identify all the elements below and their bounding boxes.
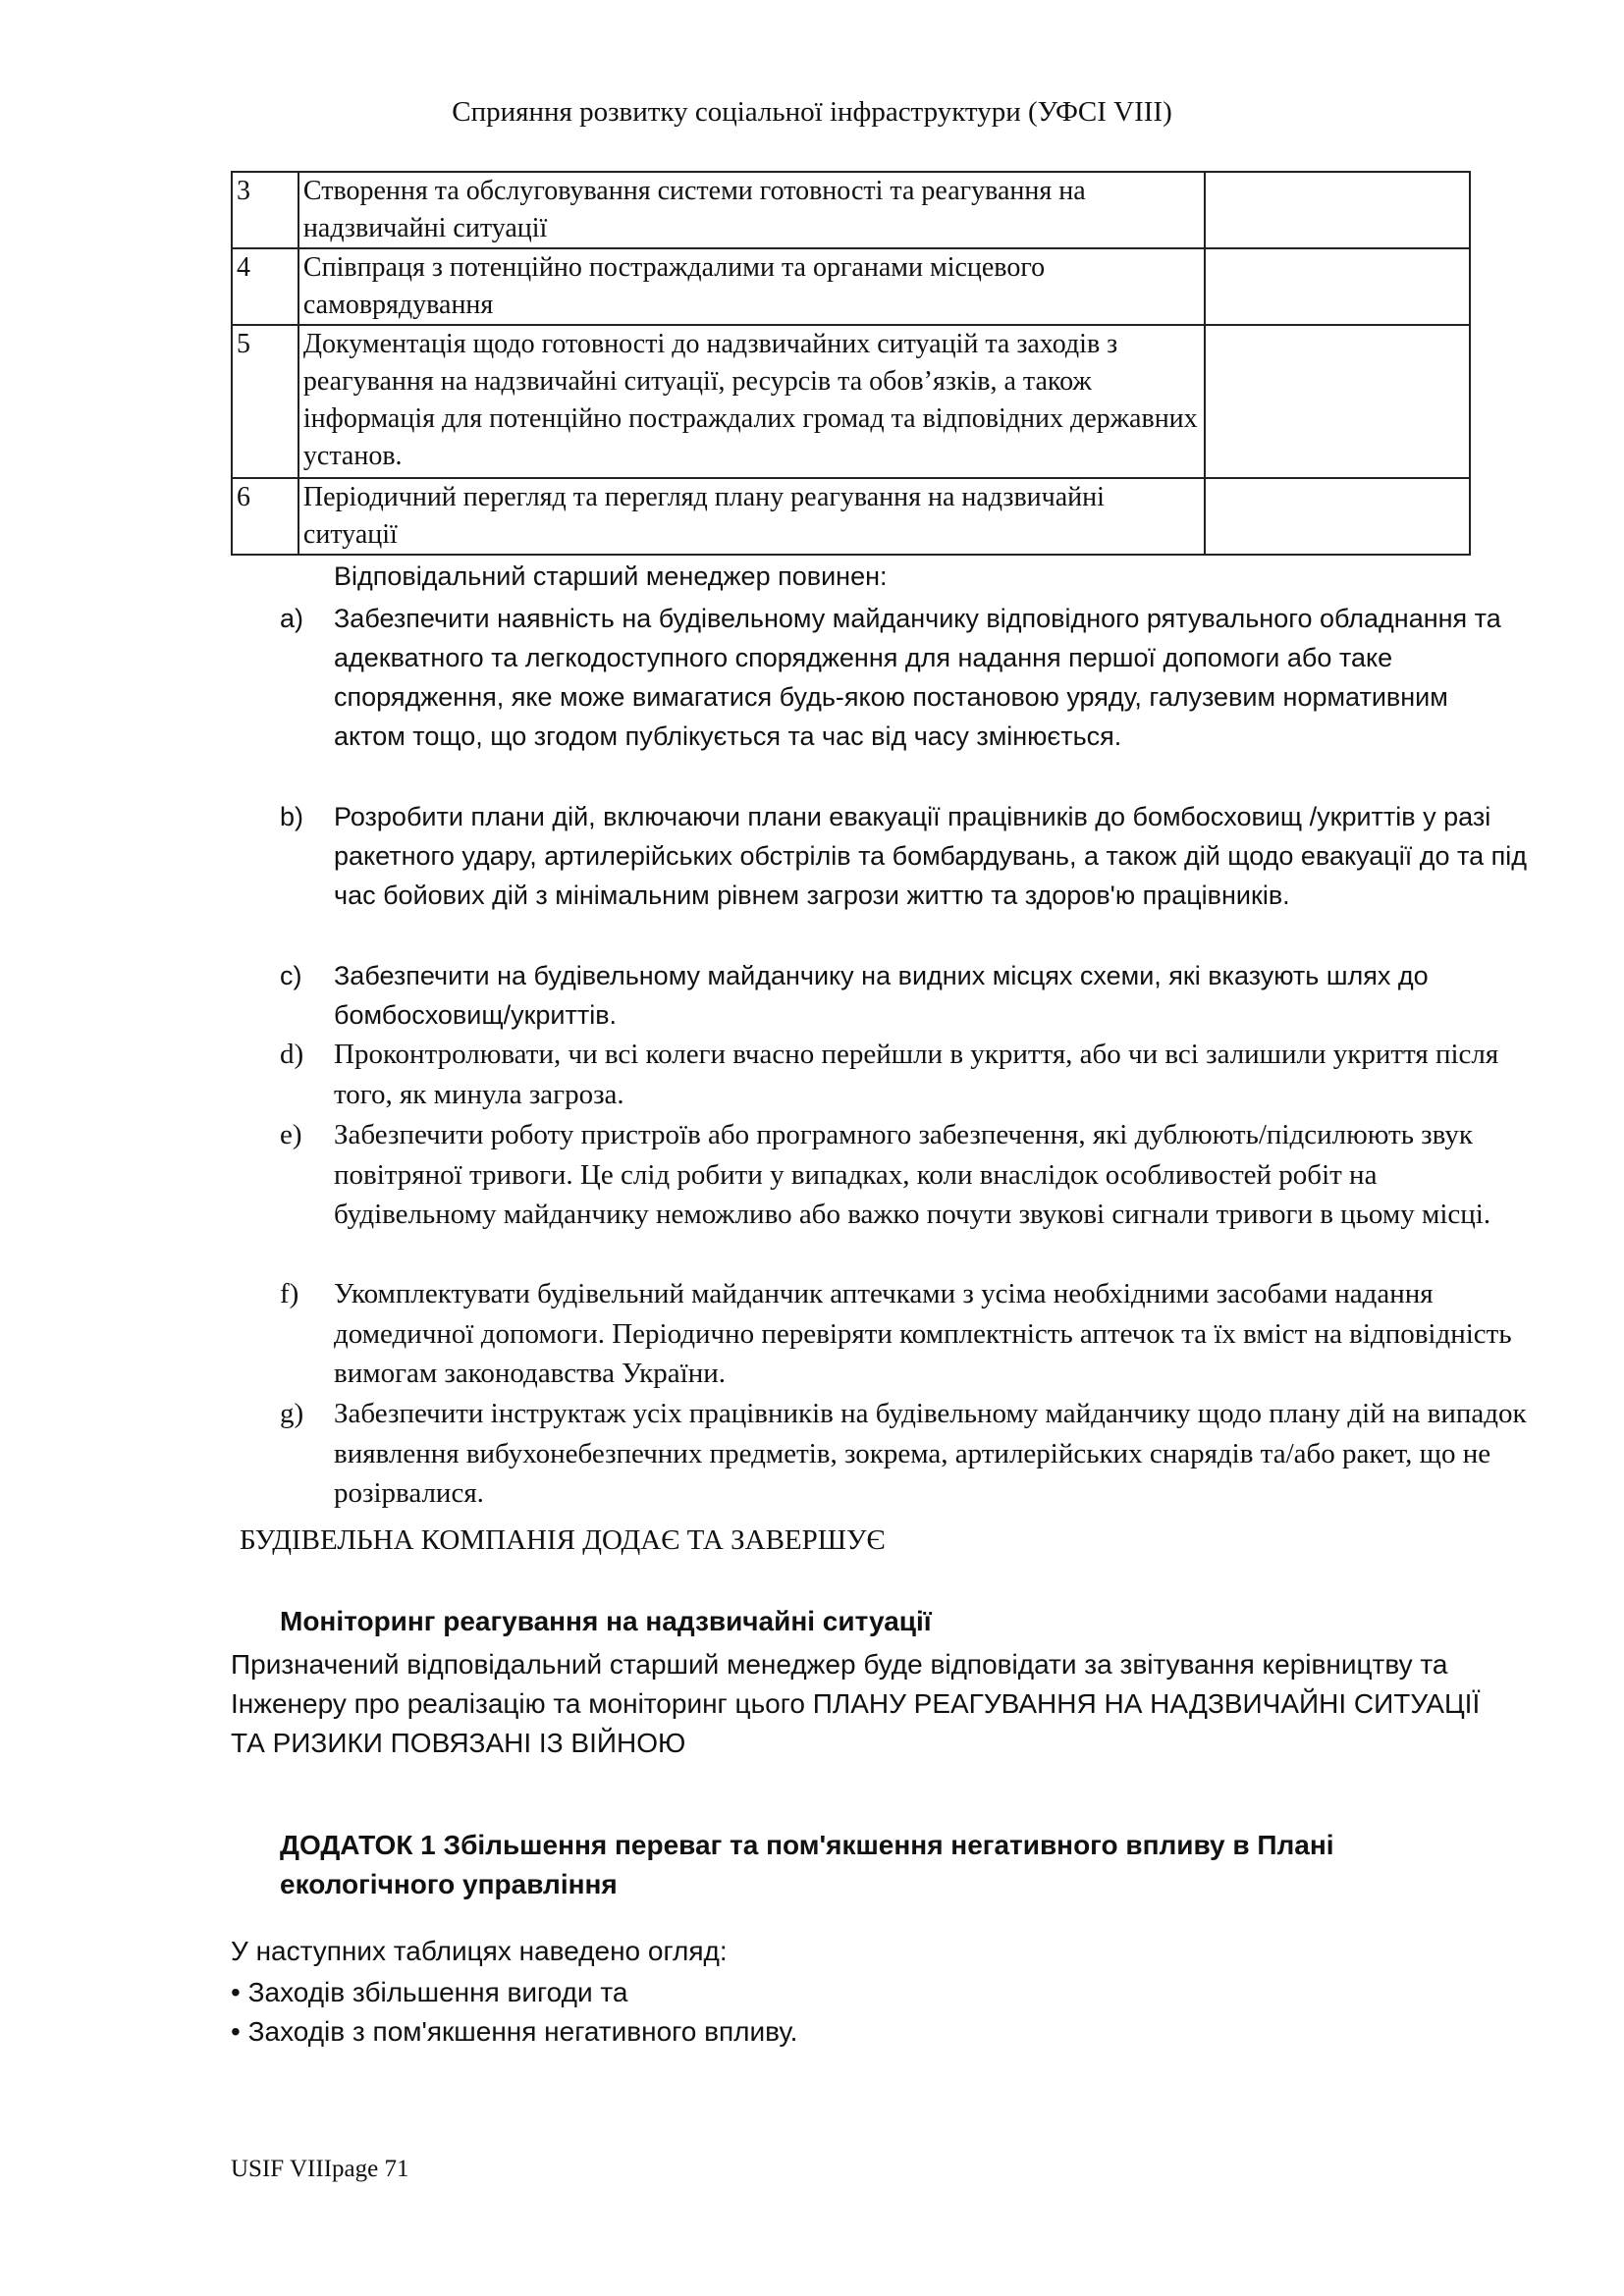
item-text: Укомплектувати будівельний майданчик аптечками з усіма необхідними засобами надання домедичної допомоги. Періодично перевіряти комплектність аптечок та їх вміст на відповідність вимогам законодавства України.: [334, 1278, 1512, 1389]
actions-table: [231, 171, 1471, 556]
annex-intro: У наступних таблицях наведено огляд:: [231, 1936, 728, 1966]
list-item: • Заходів збільшення вигоди та: [231, 1977, 628, 2007]
row-number: 3: [232, 172, 298, 248]
row-number: 6: [232, 478, 298, 555]
item-text: Забезпечити роботу пристроїв або програмного забезпечення, які дублюють/підсилюють звук повітряної тривоги. Це слід робити у випадках, коли внаслідок особливостей робіт на будівельному майданчику неможливо або важко почути звукові сигнали тривоги в цьому місці.: [334, 1119, 1491, 1230]
item-letter: c): [280, 961, 302, 990]
table-row: [232, 172, 1470, 248]
item-letter: e): [280, 1119, 302, 1150]
item-text: Забезпечити на будівельному майданчику на видних місцях схеми, які вказують шлях до бомбосховищ/укриттів.: [334, 961, 1429, 1030]
page-footer: USIF VIIIpage 71: [231, 2156, 409, 2182]
annex-title: ДОДАТОК 1 Збільшення переваг та пом'якшення негативного впливу в Плані екологічного управління: [280, 1830, 1334, 1899]
item-letter: d): [280, 1039, 304, 1070]
item-letter: b): [280, 802, 304, 831]
row-number: 4: [232, 248, 298, 325]
row-number: 5: [232, 325, 298, 478]
table-row: [232, 325, 1470, 478]
duties-lead: Відповідальний старший менеджер повинен:: [334, 561, 888, 591]
row-action: Документація щодо готовності до надзвичайних ситуацій та заходів з реагування на надзвичайні ситуації, ресурсів та обов’язків, а також інформація для потенційно постраждалих громад та відповідних державних установ.: [298, 325, 1206, 478]
page-header: Сприяння розвитку соціальної інфраструктури (УФСІ VIII): [452, 96, 1172, 128]
item-letter: f): [280, 1278, 299, 1309]
row-note: [1205, 325, 1470, 478]
item-text: Проконтролювати, чи всі колеги вчасно перейшли в укриття, або чи всі залишили укриття після того, як минула загроза.: [334, 1039, 1499, 1110]
company-note: БУДІВЕЛЬНА КОМПАНІЯ ДОДАЄ ТА ЗАВЕРШУЄ: [240, 1524, 886, 1556]
table-row: [232, 478, 1470, 555]
item-text: Розробити плани дій, включаючи плани евакуації працівників до бомбосховищ /укриттів у разі ракетного удару, артилерійських обстрілів та бомбардувань, а також дій щодо евакуації до та під час бойових дій з мінімальним рівнем загрози життю та здоров'ю працівників.: [334, 802, 1527, 910]
row-action: Періодичний перегляд та перегляд плану реагування на надзвичайні ситуації: [298, 478, 1206, 555]
row-note: [1205, 478, 1470, 555]
row-note: [1205, 172, 1470, 248]
item-text: Забезпечити інструктаж усіх працівників на будівельному майданчику щодо плану дій на випадок виявлення вибухонебезпечних предметів, зокрема, артилерійських снарядів та/або ракет, що не розірвалися.: [334, 1398, 1527, 1509]
row-action: Співпраця з потенційно постраждалими та органами місцевого самоврядування: [298, 248, 1206, 325]
list-item: • Заходів з пом'якшення негативного впливу.: [231, 2016, 798, 2047]
item-letter: a): [280, 604, 304, 633]
annex-bullets: [231, 1973, 797, 2052]
row-note: [1205, 248, 1470, 325]
monitoring-body: Призначений відповідальний старший менеджер буде відповідати за звітування керівництву та Інженеру про реалізацію та моніторинг цього ПЛАНУ РЕАГУВАННЯ НА НАДЗВИЧАЙНІ СИТУАЦІЇ ТА РИЗИКИ ПОВЯЗАНІ ІЗ ВІЙНОЮ: [231, 1649, 1481, 1758]
monitoring-title: Моніторинг реагування на надзвичайні ситуації: [280, 1606, 932, 1636]
item-text: Забезпечити наявність на будівельному майданчику відповідного рятувального обладнання та адекватного та легкодоступного спорядження для надання першої допомоги або таке спорядження, яке може вимагатися будь-якою постановою уряду, галузевим нормативним актом тощо, що згодом публікується та час від часу змінюється.: [334, 604, 1501, 751]
row-action: Створення та обслуговування системи готовності та реагування на надзвичайні ситуації: [298, 172, 1206, 248]
table-row: [232, 248, 1470, 325]
item-letter: g): [280, 1398, 304, 1429]
